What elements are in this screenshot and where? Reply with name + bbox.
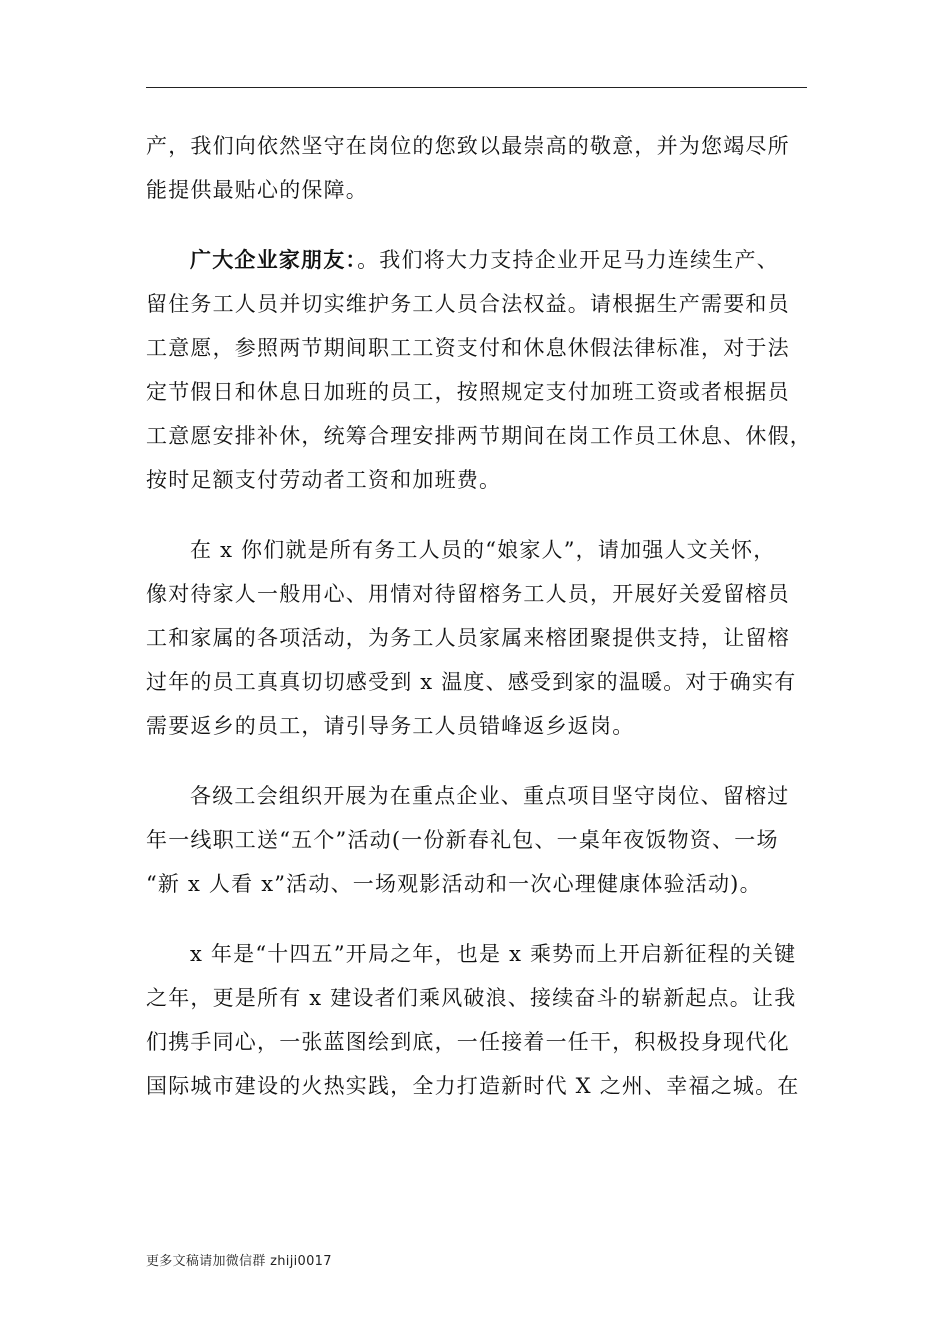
text-line: [146, 238, 822, 282]
text-line: “新 x 人看 x”活动、一场观影活动和一次心理健康体验活动)。: [146, 872, 762, 896]
text-line: 需要返乡的员工，请引导务工人员错峰返乡返岗。: [146, 714, 635, 738]
text-line: 定节假日和休息日加班的员工，按照规定支付加班工资或者根据员: [146, 380, 790, 404]
paragraph-2: [146, 238, 822, 502]
header-rule: [146, 87, 807, 88]
paragraph-4: [146, 774, 822, 906]
text-line: 年一线职工送“五个”活动(一份新春礼包、一桌年夜饭物资、一场: [146, 828, 779, 852]
text-line: 各级工会组织开展为在重点企业、重点项目坚守岗位、留榕过: [190, 784, 790, 808]
text-line: 在 x 你们就是所有务工人员的“娘家人”，请加强人文关怀，: [190, 538, 776, 562]
footer-note: 更多文稿请加微信群 zhiji0017: [146, 1254, 332, 1269]
text-line: 像对待家人一般用心、用情对待留榕务工人员，开展好关爱留榕员: [146, 582, 790, 606]
text-line: 工意愿，参照两节期间职工工资支付和休息休假法律标准，对于法: [146, 336, 790, 360]
text-line: 工和家属的各项活动，为务工人员家属来榕团聚提供支持，让留榕: [146, 626, 790, 650]
paragraph-lead: 广大企业家朋友：: [190, 247, 358, 272]
text-line: 按时足额支付劳动者工资和加班费。: [146, 468, 502, 492]
text-line: 国际城市建设的火热实践，全力打造新时代 X 之州、幸福之城。在: [146, 1074, 800, 1098]
text-line: 过年的员工真真切切感受到 x 温度、感受到家的温暖。对于确实有: [146, 670, 797, 694]
text-line-rest: 。我们将大力支持企业开足马力连续生产、: [357, 248, 779, 272]
text-line: 们携手同心，一张蓝图绘到底，一任接着一任干，积极投身现代化: [146, 1030, 790, 1054]
paragraph-1: [146, 124, 822, 212]
text-line: 之年，更是所有 x 建设者们乘风破浪、接续奋斗的崭新起点。让我: [146, 986, 797, 1010]
text-line: 工意愿安排补休，统筹合理安排两节期间在岗工作员工休息、休假，: [146, 424, 812, 448]
text-line: 留住务工人员并切实维护务工人员合法权益。请根据生产需要和员: [146, 292, 790, 316]
paragraph-5: [146, 932, 822, 1108]
text-line: 能提供最贴心的保障。: [146, 178, 368, 202]
document-body: [146, 124, 822, 1134]
text-line: 产，我们向依然坚守在岗位的您致以最崇高的敬意，并为您竭尽所: [146, 134, 790, 158]
text-line: x 年是“十四五”开局之年，也是 x 乘势而上开启新征程的关键: [190, 942, 797, 966]
paragraph-3: [146, 528, 822, 748]
